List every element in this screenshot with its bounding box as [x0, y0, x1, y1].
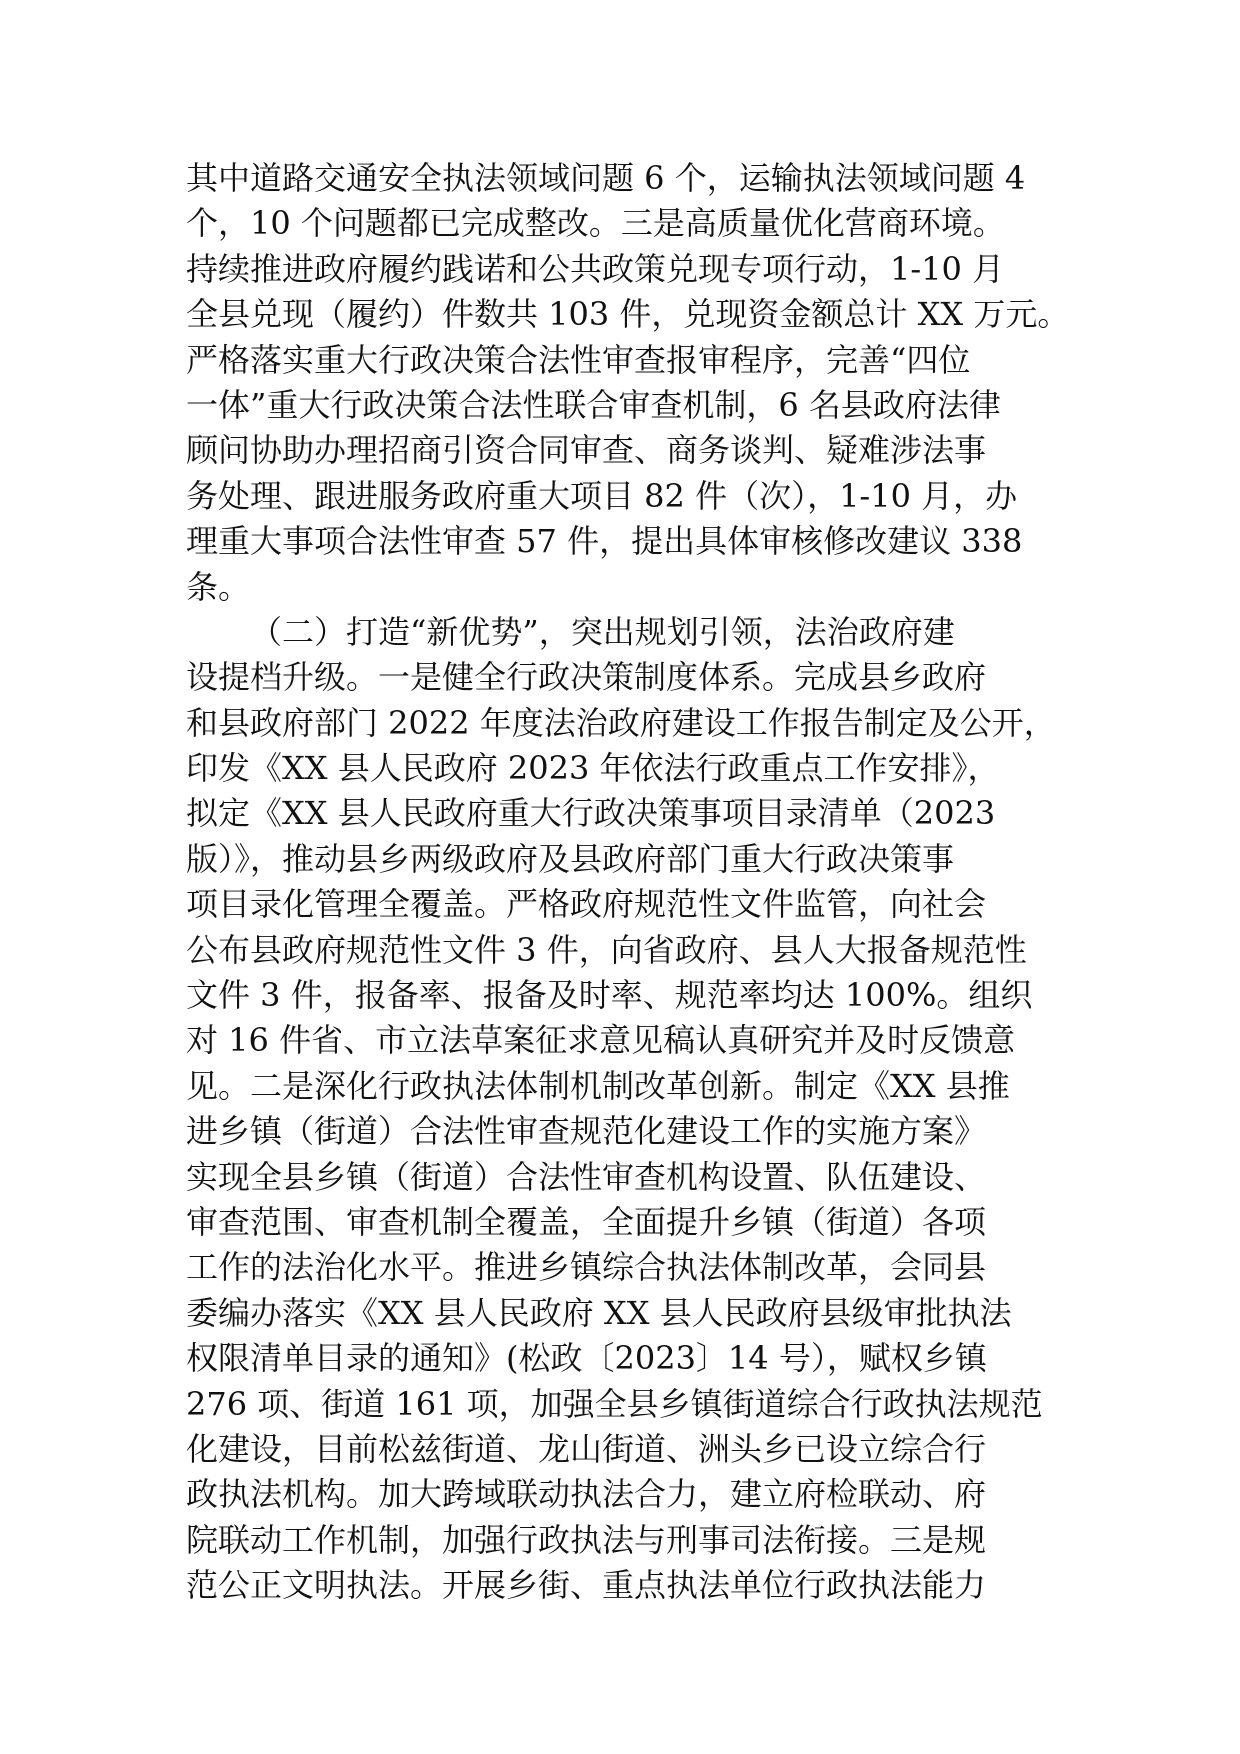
text-line: 严格落实重大行政决策合法性审查报审程序，完善“四位	[186, 340, 971, 379]
text-line: 项目录化管理全覆盖。严格政府规范性文件监管，向社会	[186, 885, 987, 924]
text-line: 院联动工作机制，加强行政执法与刑事司法衔接。三是规	[186, 1520, 987, 1559]
text-line: 化建设，目前松兹街道、龙山街道、洲头乡已设立综合行	[186, 1429, 987, 1468]
document-body	[186, 156, 1086, 1609]
text-line: 范公正文明执法。开展乡街、重点执法单位行政执法能力	[186, 1566, 987, 1605]
text-line: 委编办落实《XX 县人民政府 XX 县人民政府县级审批执法	[186, 1293, 1012, 1332]
text-line: 276 项、街道 161 项，加强全县乡镇街道综合行政执法规范	[186, 1384, 1043, 1423]
text-line: 顾问协助办理招商引资合同审查、商务谈判、疑难涉法事	[186, 431, 987, 470]
section-heading-line: （二）打造“新优势”，突出规划引领，法治政府建	[250, 612, 955, 651]
text-line: 权限清单目录的通知》(松政〔2023〕14 号），赋权乡镇	[186, 1339, 987, 1378]
text-line: 理重大事项合法性审查 57 件，提出具体审核修改建议 338	[186, 522, 1023, 561]
text-line: 对 16 件省、市立法草案征求意见稿认真研究并及时反馈意	[186, 1021, 1016, 1060]
text-line: 持续推进政府履约践诺和公共政策兑现专项行动，1-10 月	[186, 249, 1005, 288]
text-line: 文件 3 件，报备率、报备及时率、规范率均达 100%。组织	[186, 976, 1033, 1015]
text-line: 政执法机构。加大跨域联动执法合力，建立府检联动、府	[186, 1475, 987, 1514]
text-line: 其中道路交通安全执法领域问题 6 个，运输执法领域问题 4	[186, 159, 1026, 197]
text-line: 条。	[186, 567, 251, 606]
text-line: 一体”重大行政决策合法性联合审查机制，6 名县政府法律	[186, 385, 1001, 424]
text-line: 进乡镇（街道）合法性审查规范化建设工作的实施方案》	[186, 1112, 987, 1151]
text-line: 见。二是深化行政执法体制机制改革创新。制定《XX 县推	[186, 1066, 1010, 1105]
text-line: 个，10 个问题都已完成整改。三是高质量优化营商环境。	[186, 204, 1005, 243]
text-line: 实现全县乡镇（街道）合法性审查机构设置、队伍建设、	[186, 1157, 987, 1196]
text-line: 设提档升级。一是健全行政决策制度体系。完成县乡政府	[186, 658, 987, 697]
text-line: 务处理、跟进服务政府重大项目 82 件（次），1-10 月，办	[186, 476, 1018, 515]
text-line: 拟定《XX 县人民政府重大行政决策事项目录清单（2023	[186, 794, 996, 833]
text-line: 公布县政府规范性文件 3 件，向省政府、县人大报备规范性	[186, 930, 1027, 969]
text-line: 和县政府部门 2022 年度法治政府建设工作报告制定及公开，	[186, 703, 1056, 742]
text-line: 印发《XX 县人民政府 2023 年依法行政重点工作安排》，	[186, 749, 1000, 788]
text-line: 全县兑现（履约）件数共 103 件，兑现资金额总计 XX 万元。	[186, 295, 1070, 334]
text-line: 审查范围、审查机制全覆盖，全面提升乡镇（街道）各项	[186, 1202, 987, 1241]
text-line: 版）》，推动县乡两级政府及县政府部门重大行政决策事	[186, 839, 955, 878]
text-line: 工作的法治化水平。推进乡镇综合执法体制改革，会同县	[186, 1248, 987, 1287]
